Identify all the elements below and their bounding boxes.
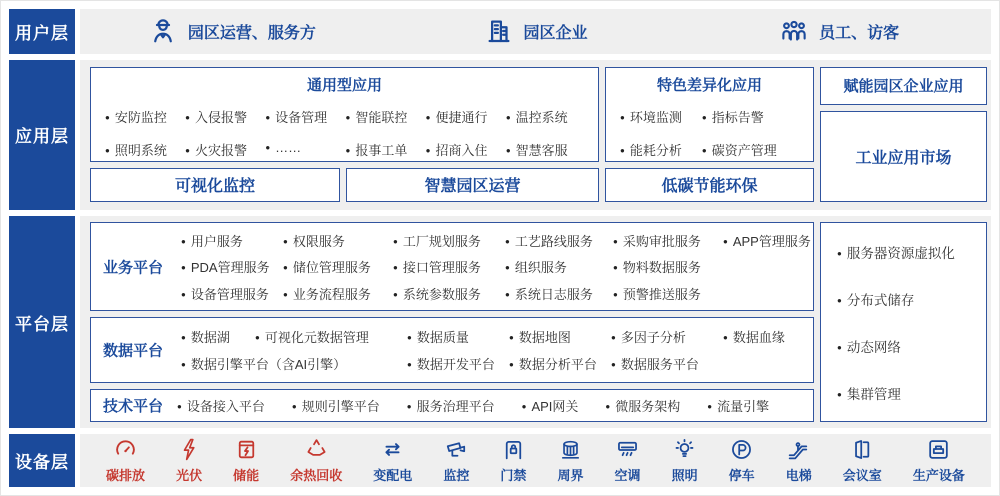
machine-icon xyxy=(926,437,951,462)
user-layer-row xyxy=(9,9,991,54)
service-item: ● 设备接入平台 xyxy=(177,396,265,415)
data-platform-rows xyxy=(181,318,807,382)
user-group-label: 园区企业 xyxy=(523,24,588,42)
empower-enterprise-box: 赋能园区企业应用 xyxy=(820,67,987,105)
service-item: ● 接口管理服务 xyxy=(393,257,505,276)
app-item: ● 入侵报警 xyxy=(185,107,265,126)
special-apps-box xyxy=(605,67,814,162)
data-row xyxy=(181,327,807,346)
gauge-icon xyxy=(113,437,138,462)
platform-layer-content xyxy=(80,216,991,428)
device-label: 变配电 xyxy=(373,468,413,484)
app-item: ● 安防监控 xyxy=(105,107,185,126)
low-carbon-banner: 低碳节能环保 xyxy=(605,168,814,202)
device-power-distribution xyxy=(373,437,412,484)
device-label: 门禁 xyxy=(500,468,527,484)
app-item: ● 智能联控 xyxy=(345,107,425,126)
service-item: ● PDA管理服务 xyxy=(181,257,283,276)
ac-icon xyxy=(615,437,640,462)
worker-icon xyxy=(148,16,178,46)
service-item: ● 系统参数服务 xyxy=(393,284,505,303)
device-layer-content xyxy=(80,434,991,487)
service-item: ● 用户服务 xyxy=(181,231,283,250)
app-item: ● 能耗分析 xyxy=(620,140,682,159)
infrastructure-box xyxy=(820,222,987,422)
layer-label-users: 用户层 xyxy=(9,9,75,54)
business-row xyxy=(181,284,807,303)
device-label: 光伏 xyxy=(176,468,203,484)
app-item: ● 指标告警 xyxy=(702,107,777,126)
app-item: ● 设备管理 xyxy=(265,107,345,126)
battery-icon xyxy=(234,437,259,462)
device-label: 余热回收 xyxy=(290,468,343,484)
service-item: ● 组织服务 xyxy=(505,257,613,276)
layer-label-platform: 平台层 xyxy=(9,216,75,428)
platform-layer-row xyxy=(9,216,991,428)
business-platform-rows xyxy=(181,223,811,310)
layer-label-apps: 应用层 xyxy=(9,60,75,210)
service-item: ● 业务流程服务 xyxy=(283,284,393,303)
infra-item: ● 集群管理 xyxy=(837,383,986,403)
recycle-icon xyxy=(304,437,329,462)
tech-platform-items xyxy=(177,396,769,415)
app-item: ● 便捷通行 xyxy=(426,107,506,126)
service-item: ● 权限服务 xyxy=(283,231,393,250)
device-production-equipment xyxy=(913,437,965,484)
service-item: ● 规则引擎平台 xyxy=(292,396,380,415)
service-item: ● 系统日志服务 xyxy=(505,284,613,303)
smart-park-operation-banner: 智慧园区运营 xyxy=(346,168,599,202)
app-layer-row xyxy=(9,60,991,210)
bulb-icon xyxy=(672,437,697,462)
device-label: 储能 xyxy=(233,468,260,484)
service-item: ● 设备管理服务 xyxy=(181,284,283,303)
service-item: ● 物料数据服务 xyxy=(613,257,723,276)
service-item: ● 可视化元数据管理 xyxy=(255,327,407,346)
service-item: ● 数据分析平台 xyxy=(509,354,611,373)
service-item: ● APP管理服务 xyxy=(723,231,811,250)
infra-item: ● 分布式储存 xyxy=(837,289,986,309)
app-item: ● …… xyxy=(265,140,345,159)
device-elevator xyxy=(786,437,812,484)
device-label: 碳排放 xyxy=(106,468,146,484)
service-item: ● 工艺路线服务 xyxy=(505,231,613,250)
layer-label-devices: 设备层 xyxy=(9,434,75,487)
app-item: ● 智慧客服 xyxy=(506,140,586,159)
service-item: ● 数据开发平台 xyxy=(407,354,509,373)
device-carbon-emission xyxy=(106,437,145,484)
cctv-icon xyxy=(444,437,469,462)
app-item: ● 照明系统 xyxy=(105,140,185,159)
service-item: ● 流量引擎 xyxy=(707,396,769,415)
general-apps-title: 通用型应用 xyxy=(306,76,382,94)
parking-icon xyxy=(729,437,754,462)
user-group-label: 园区运营、服务方 xyxy=(187,24,316,42)
infra-item: ● 服务器资源虚拟化 xyxy=(837,242,986,262)
user-layer-content xyxy=(80,9,991,54)
business-row xyxy=(181,231,811,250)
service-item: ● 数据地图 xyxy=(509,327,611,346)
special-apps-grid xyxy=(606,95,813,159)
user-group-label: 员工、访客 xyxy=(819,24,900,42)
swap-arrows-icon xyxy=(380,437,405,462)
app-item: ● 温控系统 xyxy=(506,107,586,126)
business-row xyxy=(181,257,807,276)
device-label: 照明 xyxy=(671,468,698,484)
device-air-conditioning xyxy=(615,437,641,484)
service-item: ● 数据血缘 xyxy=(723,327,807,346)
service-item: ● 预警推送服务 xyxy=(613,284,723,303)
app-item: ● 火灾报警 xyxy=(185,140,265,159)
device-parking xyxy=(729,437,755,484)
people-icon xyxy=(779,16,809,46)
user-group-operators xyxy=(80,16,384,46)
user-group-staff-visitors xyxy=(687,16,991,46)
tech-platform-box xyxy=(90,389,814,422)
device-lighting xyxy=(672,437,698,484)
service-item: ● 微服务架构 xyxy=(605,396,680,415)
app-item: ● 环境监测 xyxy=(620,107,682,126)
business-platform-box xyxy=(90,222,814,311)
building-icon xyxy=(484,16,514,46)
special-apps-title: 特色差异化应用 xyxy=(656,76,762,94)
user-group-enterprises xyxy=(384,16,688,46)
device-label: 停车 xyxy=(728,468,755,484)
service-item: ● 工厂规划服务 xyxy=(393,231,505,250)
service-item: ● 数据湖 xyxy=(181,327,255,346)
service-item: ● 数据引擎平台（含AI引擎） xyxy=(181,354,407,373)
infra-item: ● 动态网络 xyxy=(837,336,986,356)
device-layer-row xyxy=(9,434,991,487)
data-platform-title: 数据平台 xyxy=(103,342,164,360)
business-platform-title: 业务平台 xyxy=(103,259,164,277)
visual-monitoring-banner: 可视化监控 xyxy=(90,168,340,202)
service-item: ● 采购审批服务 xyxy=(613,231,723,250)
perimeter-icon xyxy=(558,437,583,462)
device-label: 监控 xyxy=(443,468,470,484)
escalator-icon xyxy=(786,437,811,462)
service-item: ● 储位管理服务 xyxy=(283,257,393,276)
industrial-app-market-box: 工业应用市场 xyxy=(820,111,987,202)
lock-icon xyxy=(501,437,526,462)
service-item: ● 数据服务平台 xyxy=(611,354,807,373)
app-item: ● 报事工单 xyxy=(345,140,425,159)
device-label: 周界 xyxy=(557,468,584,484)
device-label: 生产设备 xyxy=(912,468,965,484)
device-meeting-room xyxy=(843,437,882,484)
device-waste-heat-recovery xyxy=(290,437,342,484)
app-item: ● 碳资产管理 xyxy=(702,140,777,159)
service-item: ● 数据质量 xyxy=(407,327,509,346)
device-label: 电梯 xyxy=(785,468,812,484)
lightning-icon xyxy=(177,437,202,462)
service-item: ● API网关 xyxy=(522,396,579,415)
service-item: ● 多因子分析 xyxy=(611,327,723,346)
general-apps-box xyxy=(90,67,599,162)
app-item: ● 招商入住 xyxy=(426,140,506,159)
device-access-control xyxy=(500,437,526,484)
tech-platform-title: 技术平台 xyxy=(103,398,164,416)
general-apps-grid xyxy=(91,95,598,159)
data-platform-box xyxy=(90,317,814,383)
device-energy-storage xyxy=(233,437,259,484)
device-label: 空调 xyxy=(614,468,641,484)
app-layer-content xyxy=(80,60,991,210)
device-surveillance xyxy=(443,437,469,484)
service-item: ● 服务治理平台 xyxy=(407,396,495,415)
data-row xyxy=(181,354,807,373)
door-icon xyxy=(850,437,875,462)
device-solar xyxy=(176,437,202,484)
device-label: 会议室 xyxy=(842,468,882,484)
device-perimeter xyxy=(557,437,583,484)
